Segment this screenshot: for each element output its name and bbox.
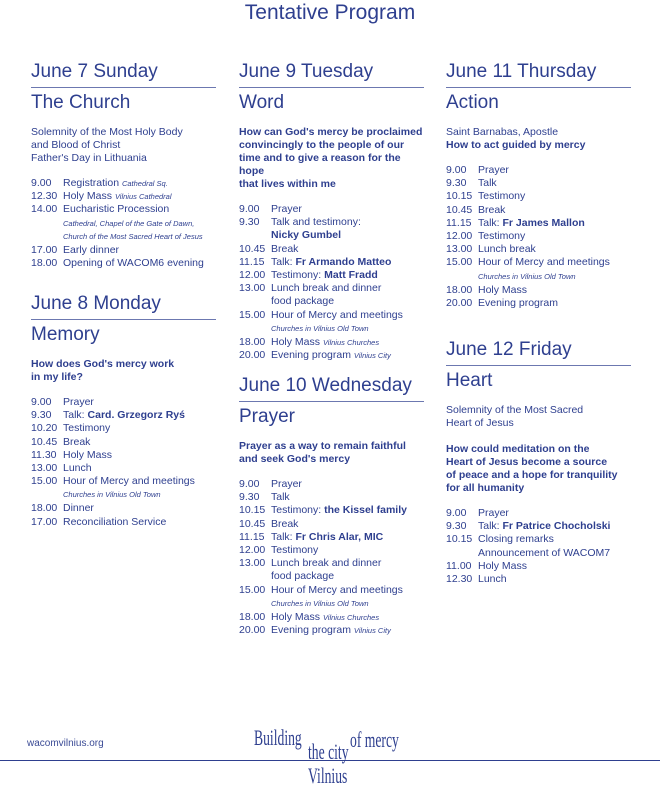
heading-rule	[31, 319, 216, 320]
item-note: Cathedral, Chapel of the Gate of Dawn,	[63, 218, 195, 228]
speaker-name: the Kissel family	[324, 504, 407, 517]
day-question: convincingly to the people of our	[239, 139, 405, 151]
day-subtitle: Solemnity of the Most Sacred	[446, 404, 584, 416]
item-event: Opening of WACOM6 evening	[63, 256, 204, 269]
item-time: 12.00	[239, 544, 266, 557]
schedule-item	[31, 516, 216, 529]
item-time: 11.15	[239, 255, 265, 268]
schedule-item	[239, 216, 424, 229]
day-theme: The Church	[31, 92, 131, 113]
heading-rule	[446, 365, 631, 366]
heading-rule	[31, 87, 216, 88]
day-theme: Action	[446, 92, 499, 113]
logo-word-building: Building	[254, 725, 302, 750]
schedule-item	[239, 309, 424, 322]
item-time: 13.00	[239, 557, 266, 570]
heading-rule	[239, 87, 424, 88]
item-event: Evening program Vilnius City	[271, 349, 391, 362]
item-time: 12.30	[31, 190, 58, 203]
schedule-item	[446, 164, 631, 177]
day-question: time and to give a reason for the hope	[239, 152, 401, 177]
schedule-item	[239, 282, 424, 295]
day-question: How can God's mercy be proclaimed	[239, 126, 423, 138]
day-question: of peace and a hope for tranquility	[446, 469, 618, 481]
schedule-item	[446, 177, 631, 190]
item-event-cont: food package	[271, 570, 335, 583]
schedule-item	[31, 462, 216, 475]
schedule-item	[239, 557, 424, 570]
item-event: Lunch break and dinner	[271, 282, 382, 295]
item-note: Churches in Vilnius Old Town	[271, 323, 369, 333]
item-event: Holy Mass Vilnius Churches	[271, 610, 380, 623]
item-time: 9.00	[446, 507, 467, 519]
item-note: Churches in Vilnius Old Town	[478, 271, 576, 281]
item-event: Testimony: Matt Fradd	[271, 269, 378, 282]
schedule-item	[239, 531, 424, 544]
speaker-name: Matt Fradd	[324, 269, 378, 282]
item-event: Lunch break	[478, 243, 536, 256]
item-time: 18.00	[239, 335, 266, 348]
day-question: How does God's mercy work	[31, 358, 175, 370]
logo-word-the-city: the city	[308, 739, 349, 764]
day-subtitle: Father's Day in Lithuania	[31, 152, 147, 164]
schedule-item	[239, 336, 424, 349]
logo-word-vilnius: Vilnius	[308, 763, 348, 788]
schedule-list	[31, 177, 216, 270]
item-time: 11.15	[446, 216, 472, 229]
item-event-cont: Announcement of WACOM7	[478, 546, 611, 559]
item-location: Cathedral Sq.	[121, 179, 168, 188]
day-question: Heart of Jesus become a source	[446, 456, 608, 468]
item-event: Talk and testimony:	[271, 216, 361, 229]
schedule-item	[31, 244, 216, 257]
item-event: Testimony	[478, 230, 526, 243]
item-time: 13.00	[446, 243, 473, 256]
item-time: 10.15	[239, 504, 266, 517]
item-event: Prayer	[478, 507, 509, 519]
item-event: Holy Mass	[63, 448, 113, 461]
item-time: 12.00	[446, 230, 473, 243]
day-theme: Word	[239, 92, 285, 113]
day-subtitle: Heart of Jesus	[446, 417, 514, 429]
schedule-item	[239, 584, 424, 597]
day-subtitle: Saint Barnabas, Apostle	[446, 126, 559, 138]
schedule-item	[446, 507, 631, 520]
schedule-item	[446, 243, 631, 256]
schedule-item	[446, 217, 631, 230]
schedule-item	[239, 478, 424, 491]
item-note: Churches in Vilnius Old Town	[63, 490, 161, 500]
day-date: June 7 Sunday	[31, 61, 158, 82]
item-location: Vilnius Cathedral	[114, 192, 172, 202]
schedule-item	[31, 177, 216, 190]
item-time: 10.45	[239, 517, 266, 530]
item-time: 9.30	[446, 177, 467, 190]
item-event: Hour of Mercy and meetings	[271, 583, 403, 596]
day-section	[446, 60, 631, 310]
day-question: and seek God's mercy	[239, 453, 351, 465]
day-theme: Prayer	[239, 406, 295, 427]
item-note: Churches in Vilnius Old Town	[271, 598, 369, 608]
item-event: Talk: Fr Chris Alar, MIC	[271, 530, 384, 543]
item-location: Vilnius City	[353, 626, 391, 636]
page-title: Tentative Program	[244, 1, 416, 24]
day-question: in my life?	[31, 371, 83, 383]
item-time: 9.00	[239, 203, 260, 215]
schedule-item	[239, 203, 424, 216]
speaker-name: Fr James Mallon	[502, 216, 585, 229]
day-subtitle: and Blood of Christ	[31, 139, 121, 151]
item-time: 15.00	[239, 308, 266, 321]
day-theme: Heart	[446, 370, 493, 391]
schedule-item	[31, 396, 216, 409]
schedule-item	[446, 190, 631, 203]
item-event: Hour of Mercy and meetings	[271, 308, 403, 321]
item-event: Talk	[478, 177, 497, 190]
item-time: 9.00	[31, 177, 52, 189]
day-section	[239, 374, 424, 637]
schedule-item	[239, 518, 424, 531]
item-time: 11.30	[31, 448, 57, 461]
speaker-name: Nicky Gumbel	[271, 229, 342, 242]
item-event: Lunch	[478, 573, 507, 586]
item-time: 18.00	[31, 502, 58, 515]
item-event: Holy Mass	[478, 559, 528, 572]
day-date: June 11 Thursday	[446, 61, 597, 82]
schedule-item	[31, 190, 216, 203]
schedule-item	[239, 349, 424, 362]
item-time: 18.00	[31, 256, 58, 269]
schedule-item	[239, 624, 424, 637]
item-time: 13.00	[239, 282, 266, 295]
item-event: Holy Mass Vilnius Cathedral	[63, 190, 172, 203]
item-location: Vilnius Churches	[322, 337, 380, 347]
item-event: Hour of Mercy and meetings	[478, 256, 610, 269]
day-question: How to act guided by mercy	[446, 139, 586, 151]
item-time: 9.30	[239, 216, 260, 229]
schedule-item	[239, 243, 424, 256]
item-event: Registration Cathedral Sq.	[63, 177, 168, 189]
item-event: Break	[63, 435, 91, 448]
item-event: Prayer	[63, 396, 94, 408]
schedule-item	[239, 611, 424, 624]
item-event: Evening program Vilnius City	[271, 624, 391, 637]
schedule-item	[446, 520, 631, 533]
item-event: Eucharistic Procession	[63, 203, 170, 216]
schedule-item	[446, 204, 631, 217]
heading-rule	[239, 401, 424, 402]
item-event: Prayer	[271, 203, 302, 215]
item-time: 17.00	[31, 243, 58, 256]
item-time: 10.45	[31, 435, 58, 448]
speaker-name: Card. Grzegorz Ryś	[87, 409, 185, 422]
schedule-item	[239, 491, 424, 504]
schedule-item	[239, 256, 424, 269]
item-event: Talk: Card. Grzegorz Ryś	[63, 409, 185, 422]
schedule-item	[239, 269, 424, 282]
schedule-item	[31, 436, 216, 449]
day-subtitle: Solemnity of the Most Holy Body	[31, 126, 183, 138]
item-event: Break	[478, 203, 506, 216]
item-time: 20.00	[239, 349, 266, 362]
item-event: Talk	[271, 491, 290, 504]
speaker-name: Fr Armando Matteo	[295, 255, 392, 268]
schedule-item	[31, 257, 216, 270]
item-time: 14.00	[31, 203, 58, 216]
heading-rule	[446, 87, 631, 88]
item-event: Prayer	[271, 478, 302, 490]
schedule-item	[31, 449, 216, 462]
item-time: 15.00	[239, 583, 266, 596]
item-event: Testimony	[478, 190, 526, 203]
schedule-item	[31, 475, 216, 488]
item-event: Talk: Fr James Mallon	[478, 216, 585, 229]
day-section	[31, 292, 216, 529]
item-event: Early dinner	[63, 243, 120, 256]
schedule-item	[446, 297, 631, 310]
item-time: 18.00	[446, 283, 473, 296]
item-event: Closing remarks	[478, 533, 554, 546]
day-date: June 9 Tuesday	[239, 61, 374, 82]
item-time: 20.00	[239, 624, 266, 637]
schedule-list	[31, 396, 216, 529]
day-date: June 12 Friday	[446, 339, 572, 360]
schedule-list	[446, 507, 631, 586]
day-question: How could meditation on the	[446, 443, 590, 455]
day-section	[31, 60, 216, 270]
item-event: Prayer	[478, 164, 509, 176]
item-event-cont: food package	[271, 295, 335, 308]
item-time: 10.20	[31, 422, 58, 435]
item-event: Testimony	[271, 544, 319, 557]
item-time: 10.45	[446, 203, 473, 216]
item-time: 9.00	[239, 478, 260, 490]
schedule-item	[239, 544, 424, 557]
item-time: 9.30	[446, 520, 467, 533]
speaker-name: Fr Patrice Chocholski	[502, 520, 611, 533]
item-event: Testimony	[63, 422, 111, 435]
item-time: 12.30	[446, 573, 473, 586]
website-link[interactable]: wacomvilnius.org	[27, 738, 104, 749]
item-time: 9.30	[239, 491, 260, 504]
item-event: Break	[271, 242, 299, 255]
item-event: Hour of Mercy and meetings	[63, 475, 195, 488]
item-time: 20.00	[446, 296, 473, 309]
schedule-list	[446, 164, 631, 310]
day-theme: Memory	[31, 324, 100, 345]
item-time: 9.00	[446, 164, 467, 176]
item-time: 17.00	[31, 515, 58, 528]
schedule-item	[31, 502, 216, 515]
item-event: Evening program	[478, 296, 558, 309]
item-event: Lunch break and dinner	[271, 557, 382, 570]
item-event: Reconciliation Service	[63, 515, 167, 528]
schedule-item	[446, 284, 631, 297]
schedule-item	[31, 203, 216, 216]
speaker-name: Fr Chris Alar, MIC	[295, 530, 384, 543]
item-event: Holy Mass Vilnius Churches	[271, 335, 380, 348]
item-location: Vilnius Churches	[322, 612, 380, 622]
schedule-item	[446, 533, 631, 546]
item-event: Holy Mass	[478, 283, 528, 296]
item-event: Testimony: the Kissel family	[271, 504, 407, 517]
schedule-item	[446, 230, 631, 243]
schedule-list	[239, 478, 424, 637]
item-time: 10.15	[446, 533, 473, 546]
day-question: Prayer as a way to remain faithful	[239, 440, 406, 452]
item-time: 10.15	[446, 190, 473, 203]
day-date: June 10 Wednesday	[239, 375, 412, 396]
logo-word-of-mercy: of mercy	[350, 727, 399, 752]
item-event: Lunch	[63, 462, 92, 475]
day-question: that lives within me	[239, 178, 336, 190]
item-event: Dinner	[63, 502, 94, 515]
item-note: Church of the Most Sacred Heart of Jesus	[63, 231, 203, 241]
schedule-item	[446, 256, 631, 269]
logo-building-the-city-of-mercy	[250, 725, 420, 795]
day-question: for all humanity	[446, 482, 525, 494]
item-time: 12.00	[239, 269, 266, 282]
day-date: June 8 Monday	[31, 293, 161, 314]
item-event: Talk: Fr Armando Matteo	[271, 255, 392, 268]
item-time: 9.00	[31, 396, 52, 408]
schedule-item	[31, 409, 216, 422]
schedule-item	[446, 560, 631, 573]
day-section	[446, 338, 631, 586]
item-time: 9.30	[31, 409, 52, 422]
item-time: 11.00	[446, 559, 472, 572]
day-section	[239, 60, 424, 362]
item-time: 11.15	[239, 530, 265, 543]
schedule-list	[239, 203, 424, 362]
schedule-item	[239, 504, 424, 517]
item-event: Break	[271, 517, 299, 530]
item-time: 15.00	[446, 256, 473, 269]
item-event: Talk: Fr Patrice Chocholski	[478, 520, 611, 533]
schedule-item	[446, 573, 631, 586]
item-time: 15.00	[31, 475, 58, 488]
schedule-item	[31, 422, 216, 435]
item-time: 10.45	[239, 242, 266, 255]
item-location: Vilnius City	[353, 351, 391, 361]
item-time: 18.00	[239, 610, 266, 623]
item-time: 13.00	[31, 462, 58, 475]
